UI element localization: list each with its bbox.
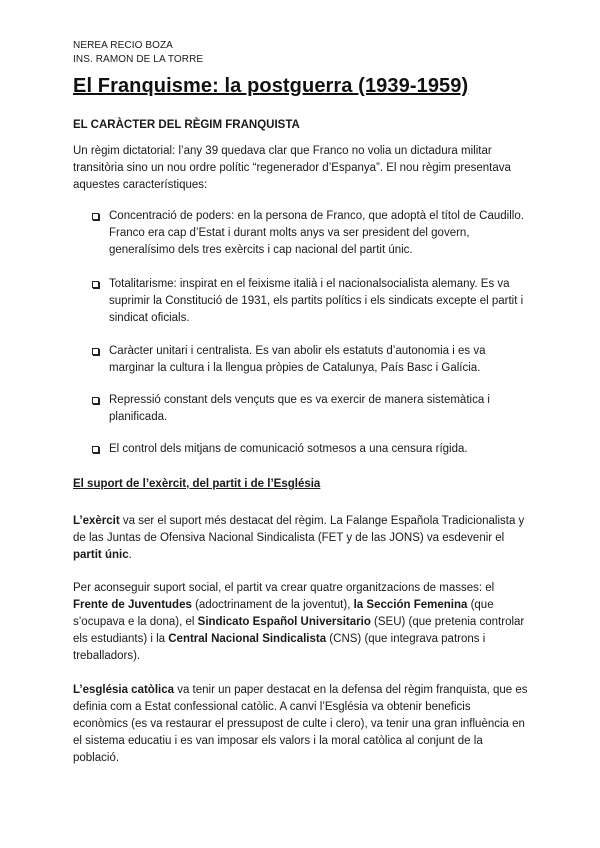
bullet-item: [93, 343, 533, 377]
bold-term: Central Nacional Sindicalista: [168, 633, 327, 645]
paragraph-text: Per aconseguir suport social, el partit va crear quatre organitzacions de masses: el: [73, 582, 495, 594]
bullet-item: [93, 276, 533, 327]
document-title: El Franquisme: la postguerra (1939-1959): [73, 75, 469, 97]
checkbox-bullet-icon: [92, 397, 99, 404]
bullet-text: Caràcter unitari i centralista. Es van abolir els estatuts d’autonomia i es va marginar la cultura i la llengua pròpies de Catalunya, País Basc i Galícia.: [109, 345, 486, 374]
paragraph-text: (SEU) (que pretenia controlar els estudiants) i la: [73, 616, 525, 645]
paragraph-text: va ser el suport més destacat del règim. La Falange Española Tradicionalista y de las Juntas de Ofensiva Nacional Sindicalista (FET y de las JONS) va esdevenir el: [73, 515, 525, 544]
author-name: NEREA RECIO BOZA: [73, 40, 173, 51]
bullet-text: El control dels mitjans de comunicació sotmesos a una censura rígida.: [109, 443, 468, 455]
bullet-item: [93, 208, 533, 259]
bold-term: L’església catòlica: [73, 684, 175, 696]
bullet-text: Totalitarisme: inspirat en el feixisme italià i el nacionalsocialista alemany. Es va suprimir la Constitució de 1931, els partits polítics i els sindicats excepte el partit i sindicat oficials.: [109, 278, 524, 324]
army-paragraph: [73, 513, 528, 564]
organizations-paragraph: [73, 580, 528, 665]
checkbox-bullet-icon: [92, 213, 99, 220]
bullet-item: [93, 392, 533, 426]
bullet-text: Repressió constant dels vençuts que es va exercir de manera sistemàtica i planificada.: [109, 394, 490, 423]
bullet-item: [93, 441, 533, 458]
section-heading-support: El suport de l’exèrcit, del partit i de l’Església: [73, 478, 321, 490]
bold-term: Frente de Juventudes: [73, 599, 192, 611]
paragraph-text: (CNS) (que integrava patrons i treballadors).: [73, 633, 486, 662]
checkbox-bullet-icon: [92, 348, 99, 355]
bold-term: L’exèrcit: [73, 515, 120, 527]
church-paragraph: [73, 682, 528, 767]
paragraph-text: (adoctrinament de la joventut),: [191, 599, 354, 611]
checkbox-bullet-icon: [92, 446, 99, 453]
bold-term: la Sección Femenina: [353, 599, 468, 611]
section-heading-regime: EL CARÀCTER DEL RÈGIM FRANQUISTA: [73, 119, 300, 131]
paragraph-text: va tenir un paper destacat en la defensa del règim franquista, que es definia com a Estat confessional catòlic. A canvi l’Església va obtenir beneficis econòmics (es va restaurar el pressupost de culte i clero), va tenir una gran influència en el sistema educatiu i es van imposar els valors i la moral catòlica al conjunt de la població.: [73, 684, 528, 764]
school-name: INS. RAMON DE LA TORRE: [73, 54, 204, 65]
checkbox-bullet-icon: [92, 281, 99, 288]
paragraph-text: .: [128, 549, 132, 561]
paragraph-text: (que s’ocupava e la dona), el: [73, 599, 494, 628]
bullet-text: Concentració de poders: en la persona de Franco, que adoptà el títol de Caudillo. Franco era cap d’Estat i durant molts anys va ser president del govern, generalísimo dels tres exèrcits i cap nacional del partit únic.: [109, 210, 524, 256]
bold-term: Sindicato Español Universitario: [197, 616, 371, 628]
bold-term: partit únic: [73, 549, 129, 561]
intro-paragraph: Un règim dictatorial: l’any 39 quedava clar que Franco no volia un dictadura militar transitòria sino un nou ordre polític “regenerador d’Espanya”. El nou règim presentava aquestes característiques:: [73, 145, 511, 191]
